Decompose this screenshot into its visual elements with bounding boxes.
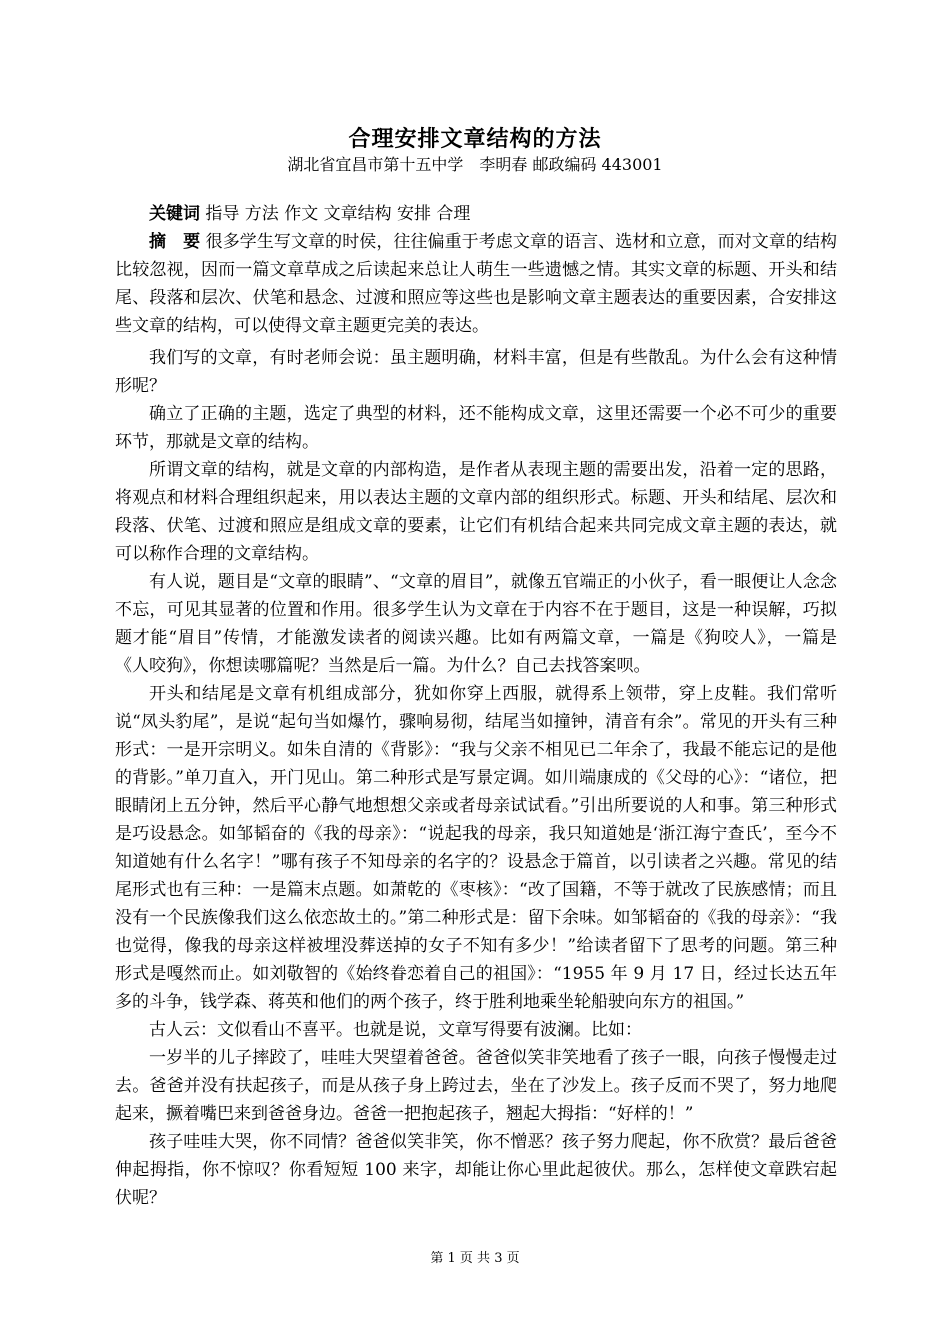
paragraph: 有人说，题目是“文章的眼睛”、“文章的眉目”，就像五官端正的小伙子，看一眼便让人念念不忘，可见其显著的位置和作用。很多学生认为文章在于内容不在于题目，这是一种误解，巧拟题才能“眉目”传情，才能激发读者的阅读兴趣。比如有两篇文章，一篇是《狗咬人》，一篇是《人咬狗》，你想读哪篇呢？当然是后一篇。为什么？自己去找答案呗。 [115, 572, 837, 676]
paragraph: 确立了正确的主题，选定了典型的材料，还不能构成文章，这里还需要一个必不可少的重要环节，那就是文章的结构。 [115, 404, 837, 452]
main-text [115, 344, 837, 1212]
keywords-line [115, 200, 837, 228]
keywords-label: 关键词 [149, 204, 200, 224]
paragraph: 古人云：文似看山不喜平。也就是说，文章写得要有波澜。比如： [149, 1020, 642, 1040]
paragraph: 所谓文章的结构，就是文章的内部构造，是作者从表现主题的需要出发，沿着一定的思路，将观点和材料合理组织起来，用以表达主题的文章内部的组织形式。标题、开头和结尾、层次和段落、伏笔、过渡和照应是组成文章的要素，让它们有机结合起来共同完成文章主题的表达，就可以称作合理的文章结构。 [115, 460, 837, 564]
page-footer: 第 1 页 共 3 页 [430, 1251, 520, 1266]
paragraph: 我们写的文章，有时老师会说：虽主题明确，材料丰富，但是有些散乱。为什么会有这种情形呢？ [115, 348, 837, 396]
abstract-text: 很多学生写文章的时侯，往往偏重于考虑文章的语言、选材和立意，而对文章的结构比较忽视，因而一篇文章草成之后读起来总让人萌生一些遗憾之情。其实文章的标题、开头和结尾、段落和层次、伏笔和悬念、过渡和照应等这些也是影响文章主题表达的重要因素，合安排这些文章的结构，可以使得文章主题更完美的表达。 [115, 232, 838, 336]
paragraph: 孩子哇哇大哭，你不同情？爸爸似笑非笑，你不憎恶？孩子努力爬起，你不欣赏？最后爸爸伸起拇指，你不惊叹？你看短短 100 来字，却能让你心里此起彼伏。那么，怎样使文章跌宕起伏呢？ [115, 1132, 837, 1208]
author-line: 湖北省宜昌市第十五中学 李明春 邮政编码 443001 [287, 155, 663, 174]
abstract-block [115, 228, 837, 340]
paragraph: 开头和结尾是文章有机组成部分，犹如你穿上西服，就得系上领带，穿上皮鞋。我们常听说“凤头豹尾”，是说“起句当如爆竹，骤响易彻，结尾当如撞钟，清音有余”。常见的开头有三种形式：一是开宗明义。如朱自清的《背影》：“我与父亲不相见已二年余了，我最不能忘记的是他的背影。”单刀直入，开门见山。第二种形式是写景定调。如川端康成的《父母的心》：“诸位，把眼睛闭上五分钟，然后平心静气地想想父亲或者母亲试试看。”引出所要说的人和事。第三种形式是巧设悬念。如邹韬奋的《我的母亲》：“说起我的母亲，我只知道她是‘浙江海宁查氏’，至今不知道她有什么名字！”哪有孩子不知母亲的名字的？设悬念于篇首，以引读者之兴趣。常见的结尾形式也有三种：一是篇末点题。如萧乾的《枣核》：“改了国籍，不等于就改了民族感情；而且没有一个民族像我们这么依恋故土的。”第二种形式是：留下余味。如邹韬奋的《我的母亲》：“我也觉得，像我的母亲这样被埋没葬送掉的女子不知有多少！”给读者留下了思考的问题。第三种形式是嘎然而止。如刘敬智的《始终眷恋着自己的祖国》：“1955 年 9 月 17 日，经过长达五年多的斗争，钱学森、蒋英和他们的两个孩子，终于胜利地乘坐轮船驶向东方的祖国。” [115, 684, 837, 1012]
abstract-label: 摘 要 [149, 232, 201, 252]
keywords-text: 指导 方法 作文 文章结构 安排 合理 [200, 204, 471, 224]
example-paragraph: 一岁半的儿子摔跤了，哇哇大哭望着爸爸。爸爸似笑非笑地看了孩子一眼，向孩子慢慢走过去。爸爸并没有扶起孩子，而是从孩子身上跨过去，坐在了沙发上。孩子反而不哭了，努力地爬起来，撅着嘴巴来到爸爸身边。爸爸一把抱起孩子，翘起大拇指：“好样的！” [115, 1048, 837, 1124]
document-title: 合理安排文章结构的方法 [348, 127, 602, 152]
